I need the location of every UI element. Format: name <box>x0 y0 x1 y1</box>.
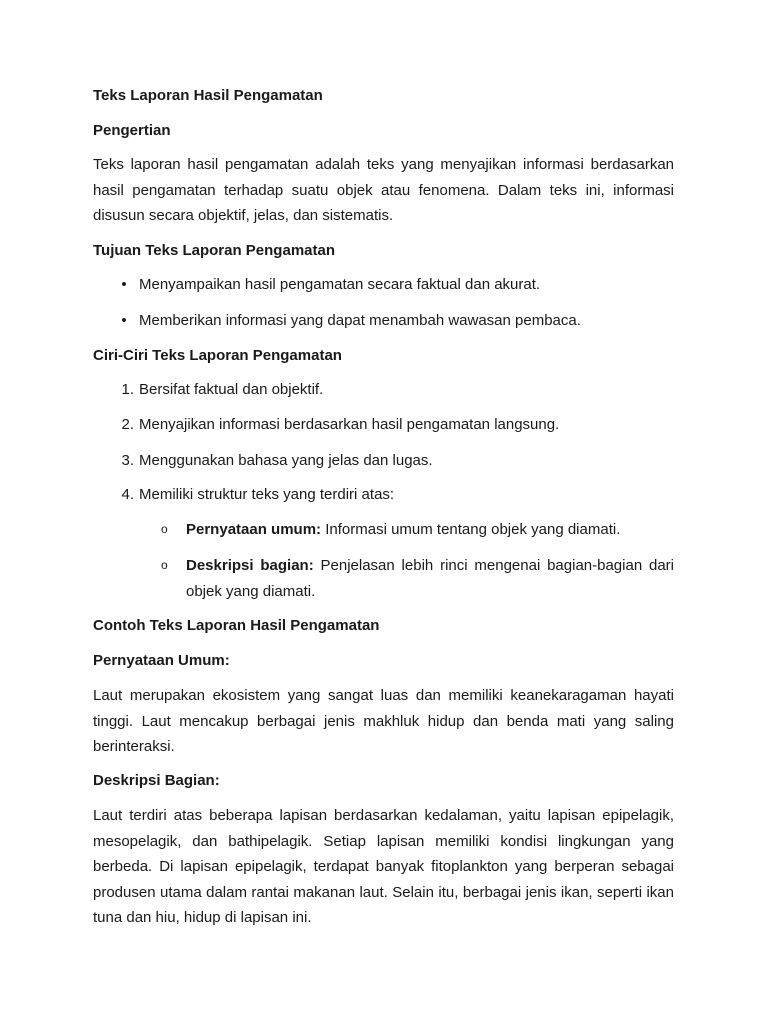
list-item-text: Menggunakan bahasa yang jelas dan lugas. <box>139 452 433 469</box>
bullet-marker: • <box>121 312 127 329</box>
list-item <box>121 482 674 508</box>
list-item <box>121 448 674 474</box>
list-item-text: Bersifat faktual dan objektif. <box>139 381 324 398</box>
sub-item-term: Pernyataan umum: <box>186 521 322 538</box>
heading-tujuan: Tujuan Teks Laporan Pengamatan <box>93 242 335 259</box>
sub-item-desc: Penjelasan lebih rinci mengenai bagian-bagian dari objek yang diamati. <box>186 557 674 600</box>
heading-pengertian: Pengertian <box>93 122 171 139</box>
sub-list-item <box>161 517 674 543</box>
list-item-text: Memberikan informasi yang dapat menambah wawasan pembaca. <box>139 312 581 329</box>
list-item <box>121 412 674 438</box>
sub-item-term: Deskripsi bagian: <box>186 557 314 574</box>
list-item <box>121 377 674 403</box>
sub-list-item <box>161 553 674 604</box>
list-item <box>121 272 674 298</box>
list-number: 3. <box>121 452 134 469</box>
heading-contoh: Contoh Teks Laporan Hasil Pengamatan <box>93 617 380 634</box>
list-item-text: Menyajikan informasi berdasarkan hasil pengamatan langsung. <box>139 416 560 433</box>
circle-marker: o <box>161 522 168 536</box>
paragraph-pernyataan-umum: Laut merupakan ekosistem yang sangat luas dan memiliki keanekaragaman hayati tinggi. Laut mencakup berbagai jenis makhluk hidup dan benda mati yang saling berinteraksi. <box>93 687 674 755</box>
heading-deskripsi-bagian: Deskripsi Bagian: <box>93 772 220 789</box>
list-item-text: Menyampaikan hasil pengamatan secara faktual dan akurat. <box>139 276 541 293</box>
list-number: 4. <box>121 486 134 503</box>
bullet-marker: • <box>121 276 127 293</box>
paragraph-pengertian: Teks laporan hasil pengamatan adalah teks yang menyajikan informasi berdasarkan hasil pengamatan terhadap suatu objek atau fenomena. Dalam teks ini, informasi disusun secara objektif, jelas, dan sistematis. <box>93 156 674 224</box>
heading-ciri-ciri: Ciri-Ciri Teks Laporan Pengamatan <box>93 347 342 364</box>
list-item <box>121 308 674 334</box>
paragraph-deskripsi-bagian: Laut terdiri atas beberapa lapisan berdasarkan kedalaman, yaitu lapisan epipelagik, mesopelagik, dan bathipelagik. Setiap lapisan memiliki kondisi lingkungan yang berbeda. Di lapisan epipelagik, terdapat banyak fitoplankton yang berperan sebagai produsen utama dalam rantai makanan laut. Selain itu, berbagai jenis ikan, seperti ikan tuna dan hiu, hidup di lapisan ini. <box>93 807 674 926</box>
list-number: 2. <box>121 416 134 433</box>
list-number: 1. <box>121 381 134 398</box>
circle-marker: o <box>161 558 168 572</box>
sub-item-desc: Informasi umum tentang objek yang diamati. <box>321 521 621 538</box>
heading-pernyataan-umum: Pernyataan Umum: <box>93 652 230 669</box>
list-item-text: Memiliki struktur teks yang terdiri atas: <box>139 486 395 503</box>
document-title: Teks Laporan Hasil Pengamatan <box>93 87 323 104</box>
